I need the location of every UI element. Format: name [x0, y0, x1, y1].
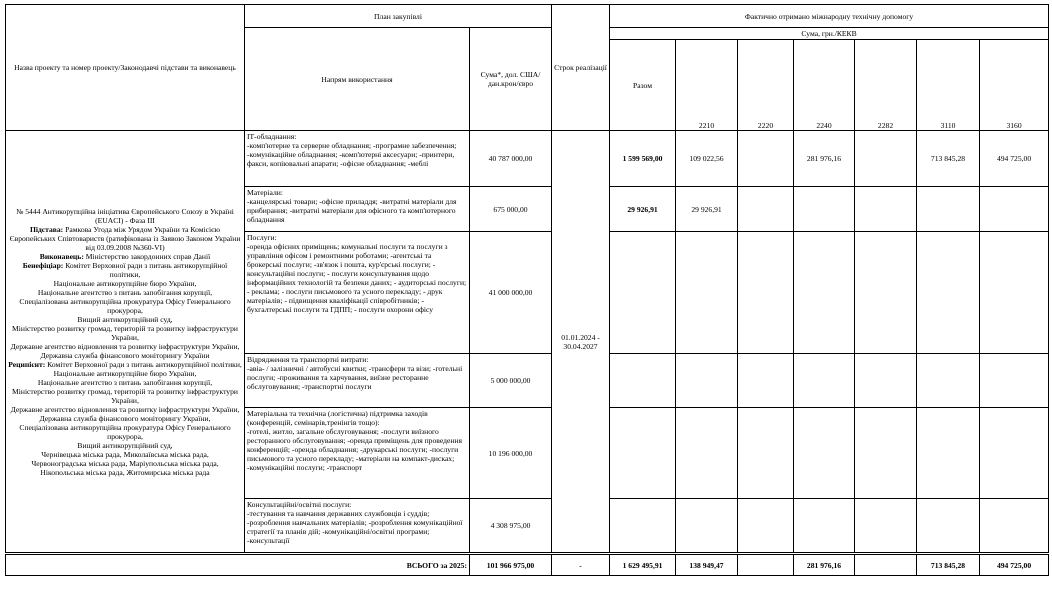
kekv-header-2282: 2282: [855, 40, 917, 131]
term-column-header: Строк реалізації: [552, 5, 610, 131]
kekv-3110-cell: 713 845,28: [917, 131, 980, 187]
kekv-header-2220: 2220: [738, 40, 794, 131]
totals-kekv-3160: 494 725,00: [980, 554, 1049, 576]
kekv-3110-cell: [917, 354, 980, 408]
kekv-2210-cell: 29 926,91: [676, 187, 738, 232]
recipient-label: Реципієнт:: [8, 359, 46, 369]
project-title: № 5444 Антикорупційна ініціатива Європейського Союзу в Україні (EUACI) - Фаза ІІІ: [16, 206, 234, 225]
beneficiary-item: Вищий антикорупційний суд,: [77, 314, 173, 324]
project-basis: [8, 225, 242, 252]
plan-group-header: План закупівлі: [245, 5, 552, 28]
totals-amount: 101 966 975,00: [470, 554, 552, 576]
totals-kekv-2220: [738, 554, 794, 576]
totals-fact-total: 1 629 495,91: [610, 554, 676, 576]
recipient-item: Національне агентство з питань запобігання корупції,: [37, 377, 213, 387]
beneficiary-list: [8, 261, 242, 360]
kekv-2240-cell: [794, 232, 855, 354]
kekv-2282-cell: [855, 232, 917, 354]
kekv-3160-cell: [980, 408, 1049, 499]
fact-total-cell: 29 926,91: [610, 187, 676, 232]
kekv-2220-cell: [738, 354, 794, 408]
kekv-2210-cell: [676, 354, 738, 408]
fact-total-cell: [610, 499, 676, 554]
project-executor: [8, 252, 242, 261]
kekv-2240-cell: [794, 408, 855, 499]
kekv-header-2210: 2210: [676, 40, 738, 131]
recipient-item: Комітет Верховної ради з питань антикорупційної політики,: [47, 359, 242, 369]
kekv-3160-cell: [980, 499, 1049, 554]
kekv-2282-cell: [855, 408, 917, 499]
beneficiary-item: Державна служба фінансового моніторингу України: [40, 350, 210, 360]
kekv-2282-cell: [855, 131, 917, 187]
kekv-2282-cell: [855, 499, 917, 554]
term-cell: 01.01.2024 - 30.04.2027: [552, 131, 610, 554]
kekv-2220-cell: [738, 499, 794, 554]
totals-kekv-2240: 281 976,16: [794, 554, 855, 576]
total-column-header: Разом: [610, 40, 676, 131]
amount-cell: 10 196 000,00: [470, 408, 552, 499]
recipient-list: [8, 360, 242, 477]
beneficiary-item: Міністерство розвитку громад, територій та розвитку інфраструктури України,: [12, 323, 238, 342]
kekv-header-3160: 3160: [980, 40, 1049, 131]
kekv-3160-cell: [980, 232, 1049, 354]
kekv-header-2240: 2240: [794, 40, 855, 131]
executor-label: Виконавець:: [39, 251, 84, 261]
kekv-3110-cell: [917, 232, 980, 354]
beneficiary-item: Національне антикорупційне бюро України,: [53, 278, 197, 288]
kekv-2210-cell: [676, 408, 738, 499]
recipient-item: Вищий антикорупційний суд,: [77, 440, 173, 450]
basis-text: Рамкова Угода між Урядом України та Комісією Європейських Співтовариств (ратифікована із Заявою Законом України від 03.09.2008 №360-VI): [9, 224, 241, 252]
kekv-2240-cell: [794, 354, 855, 408]
amount-cell: 41 000 000,00: [470, 232, 552, 354]
kekv-2240-cell: 281 976,16: [794, 131, 855, 187]
recipient-item: Спеціалізована антикорупційна прокуратура Офісу Генерального прокурора,: [19, 422, 231, 441]
aid-plan-table: [5, 4, 1049, 576]
totals-label: ВСЬОГО за 2025:: [6, 554, 470, 576]
purpose-cell: Відрядження та транспортні витрати: -авіа- / залізничні / автобусні квитки; -трансфери та візи; -готельні послуги; -проживання та харчування, виїзне ресторанне обслуговування; -транспортні послуги: [245, 354, 470, 408]
beneficiary-item: Державне агентство відновлення та розвитку інфраструктури України,: [10, 341, 240, 351]
beneficiary-item: Комітет Верховної ради з питань антикорупційної політики,: [65, 260, 228, 279]
fact-total-cell: 1 599 569,00: [610, 131, 676, 187]
kekv-2220-cell: [738, 187, 794, 232]
purpose-cell: Послуги: -оренда офісних приміщень; комунальні послуги та послуги з управління офісом і ремонтними роботами; -агентські та брокерські послуги; -зв'язок і пошта, кур'єрські послуги; - консультаційні послуги; - послуги консультування щодо інформаційних технологій та безпеки даних; - аудиторські послуги; - реклама; - послуги письмового та усного перекладу; - друк матеріалів; - підвищення кваліфікації співробітників; - бухгалтерські послуги та ГДПП; - послуги охорони офісу: [245, 232, 470, 354]
basis-label: Підстава:: [29, 224, 64, 234]
totals-term: -: [552, 554, 610, 576]
kekv-2240-cell: [794, 187, 855, 232]
recipient-item: Державна служба фінансового моніторингу України,: [39, 413, 211, 423]
recipient-item: Міністерство розвитку громад, територій та розвитку інфраструктури України,: [12, 386, 238, 405]
fact-group-header: Фактично отримано міжнародну технічну допомогу: [610, 5, 1049, 28]
table-row: [6, 131, 1049, 187]
amount-cell: 4 308 975,00: [470, 499, 552, 554]
beneficiary-item: Національне агентство з питань запобігання корупції,: [37, 287, 213, 297]
sum-group-header: Сума, грн./КЕКВ: [610, 28, 1049, 40]
kekv-3110-cell: [917, 187, 980, 232]
totals-row: [6, 554, 1049, 576]
kekv-2210-cell: [676, 232, 738, 354]
kekv-2220-cell: [738, 232, 794, 354]
recipient-item: Червоноградська міська рада, Маріупольська міська рада,: [31, 458, 219, 468]
kekv-2210-cell: 109 022,56: [676, 131, 738, 187]
purpose-cell: Матеріальна та технічна (логістична) підтримка заходів (конференцій, семінарів,тренінгів тощо): -готелі, житло, загальне обслуговування; -послуги виїзного ресторанного обслуговування; -оренда приміщень для проведення конференцій; -оренда обладнання; -друкарські послуги; -послуги письмового та усного перекладу; -матеріали на компакт-дисках; -комунікаційні послуги; -транспорт: [245, 408, 470, 499]
purpose-cell: ІТ-обладнання: -комп'ютерне та серверне обладнання; -програмне забезпечення; -комунікаційне обладнання; -комп'ютерні аксесуари; -принтери, факси, копіювальні апарати; -офісне обладнання; -меблі: [245, 131, 470, 187]
fact-total-cell: [610, 232, 676, 354]
totals-kekv-2282: [855, 554, 917, 576]
kekv-3160-cell: [980, 187, 1049, 232]
project-cell: [6, 131, 245, 554]
totals-kekv-3110: 713 845,28: [917, 554, 980, 576]
kekv-3160-cell: 494 725,00: [980, 131, 1049, 187]
purpose-column-header: Напрям використання: [245, 28, 470, 131]
executor-text: Міністерство закордонних справ Данії: [85, 251, 211, 261]
kekv-2240-cell: [794, 499, 855, 554]
header-row-1: [6, 5, 1049, 28]
amount-column-header: Сума*, дол. США/дан.крон/євро: [470, 28, 552, 131]
totals-kekv-2210: 138 949,47: [676, 554, 738, 576]
amount-cell: 675 000,00: [470, 187, 552, 232]
beneficiary-item: Спеціалізована антикорупційна прокуратура Офісу Генерального прокурора,: [19, 296, 231, 315]
purpose-cell: Консультаційні/освітні послуги: -тестування та навчання державних службовців і суддів; -розроблення навчальних матеріалів; -розроблення комунікаційної стратегії та планів дій; -комунікаційні/освітні програми; -консультації: [245, 499, 470, 554]
report-container: [5, 4, 1048, 576]
purpose-cell: Матеріали: -канцелярські товари; -офісне приладдя; -витратні матеріали для прибирання; -витратні матеріали для офісного та комп'ютерного обладнання: [245, 187, 470, 232]
kekv-2220-cell: [738, 131, 794, 187]
kekv-2282-cell: [855, 354, 917, 408]
recipient-item: Нікопольська міська рада, Житомирська міська рада: [40, 467, 210, 477]
kekv-3160-cell: [980, 354, 1049, 408]
fact-total-cell: [610, 354, 676, 408]
kekv-2210-cell: [676, 499, 738, 554]
amount-cell: 5 000 000,00: [470, 354, 552, 408]
project-column-header: Назва проекту та номер проекту/Законодавчі підстави та виконавець: [6, 5, 245, 131]
recipient-item: Чернівецька міська рада, Миколаївська міська рада,: [41, 449, 209, 459]
kekv-3110-cell: [917, 499, 980, 554]
kekv-2220-cell: [738, 408, 794, 499]
amount-cell: 40 787 000,00: [470, 131, 552, 187]
recipient-item: Національне антикорупційне бюро України,: [53, 368, 197, 378]
kekv-2282-cell: [855, 187, 917, 232]
recipient-item: Державне агентство відновлення та розвитку інфраструктури України,: [10, 404, 240, 414]
fact-total-cell: [610, 408, 676, 499]
kekv-3110-cell: [917, 408, 980, 499]
beneficiary-label: Бенефіціар:: [22, 260, 64, 270]
kekv-header-3110: 3110: [917, 40, 980, 131]
